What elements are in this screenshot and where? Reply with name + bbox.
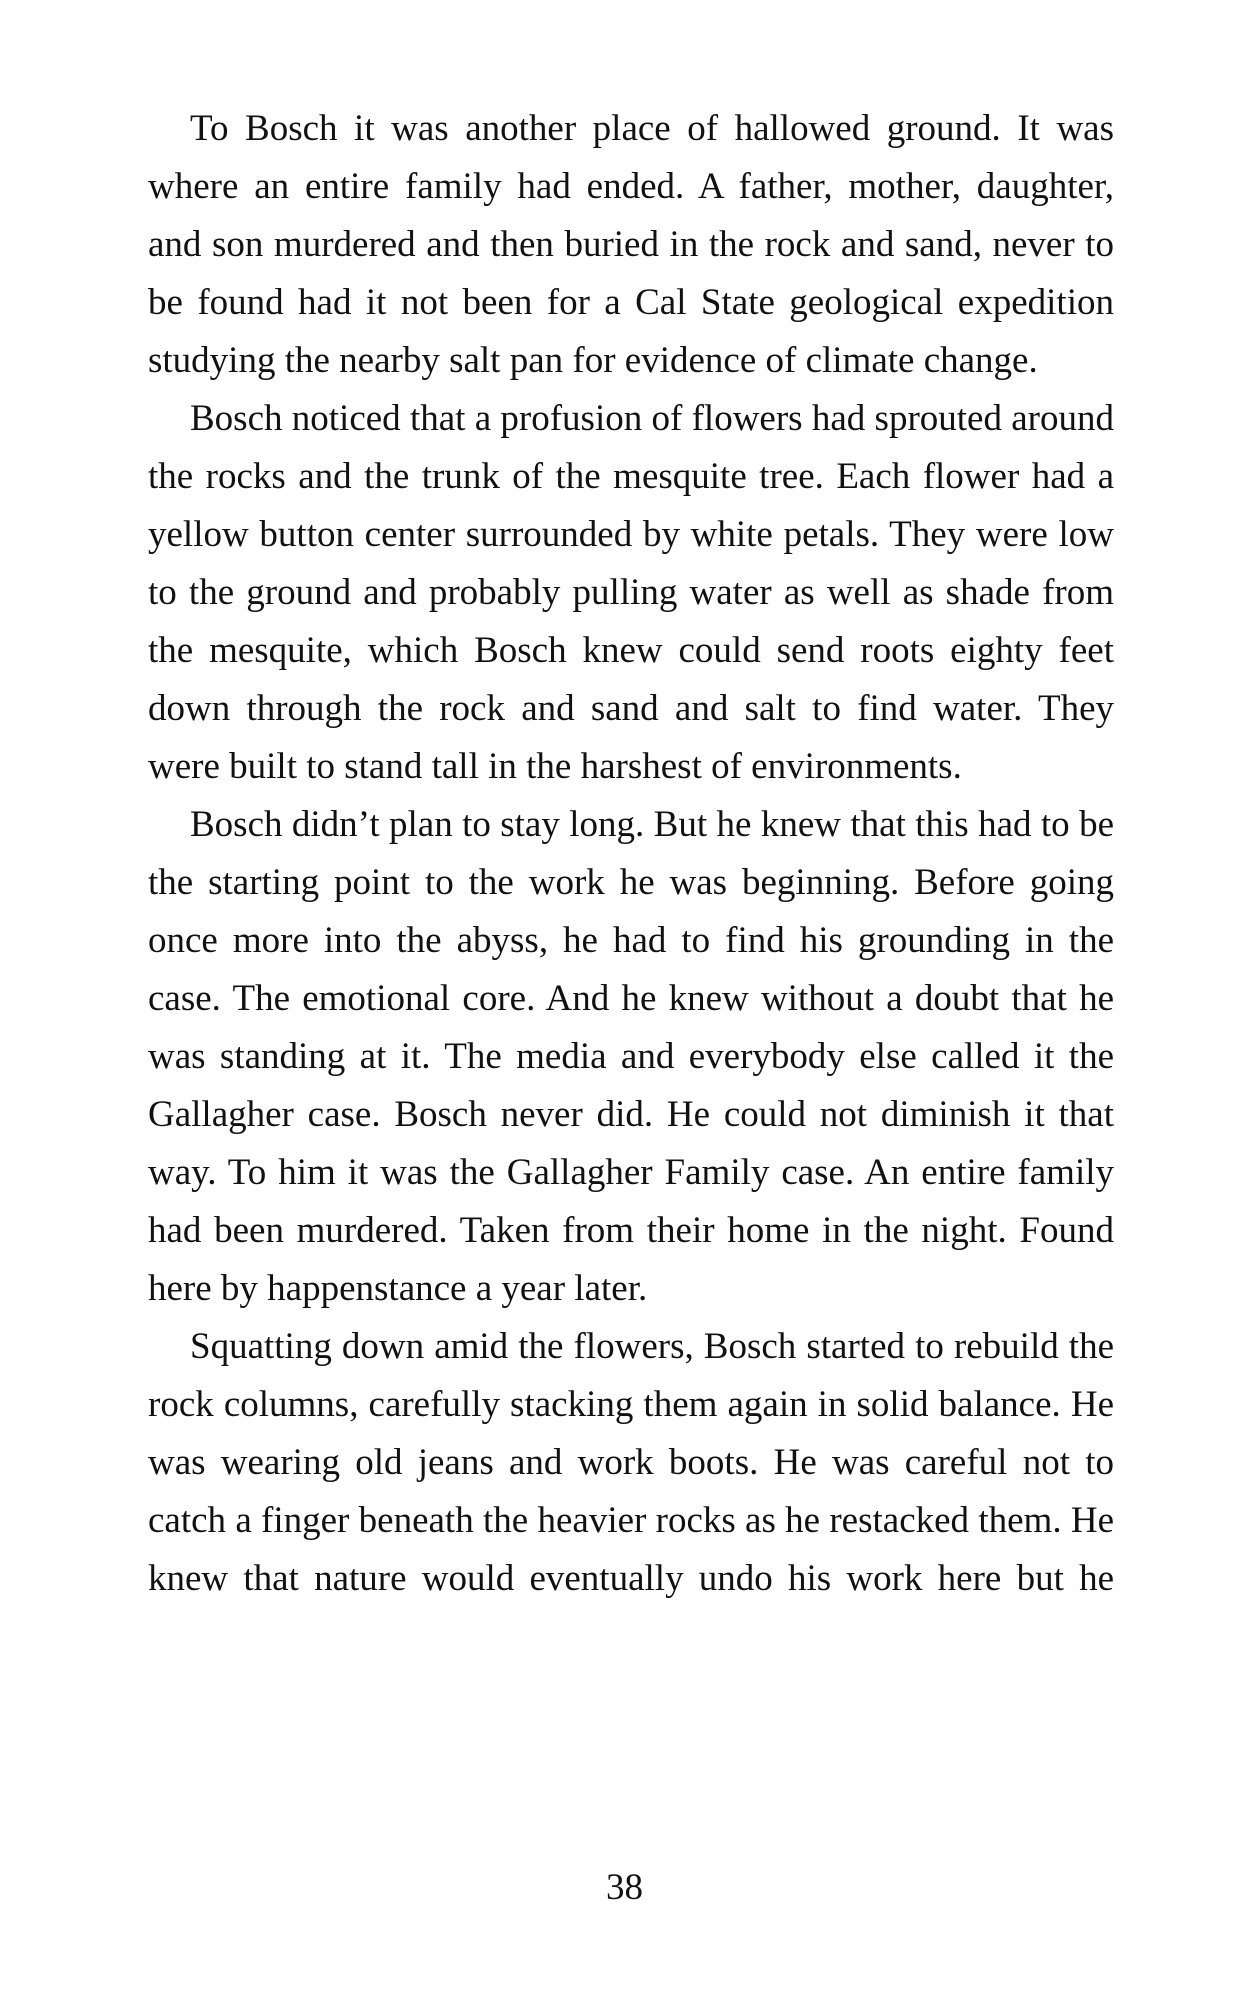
paragraph-2: Bosch noticed that a profusion of flowers had sprouted around the rocks and the trunk of the mesquite tree. Each flower had a yellow button center surrounded by white petals. They were low to the ground and probably pulling water as well as shade from the mesquite, which Bosch knew could send roots eighty feet down through the rock and sand and salt to find water. They were built to stand tall in the harshest of environments. [148, 398, 1114, 787]
paragraph-1: To Bosch it was another place of hallowed ground. It was where an entire family had ended. A father, mother, daughter, and son murdered and then buried in the rock and sand, never to be found had it not been for a Cal State geological expedition studying the nearby salt pan for evidence of climate change. [148, 108, 1114, 381]
page-number: 38 [606, 1867, 643, 1908]
body-text [148, 100, 1114, 1608]
paragraph-4: Squatting down amid the flowers, Bosch started to rebuild the rock columns, carefully stacking them again in solid balance. He was wearing old jeans and work boots. He was careful not to catch a finger beneath the heavier rocks as he restacked them. He knew that nature would eventually undo his work here but he [148, 1326, 1114, 1599]
paragraph-3: Bosch didn’t plan to stay long. But he knew that this had to be the starting point to the work he was beginning. Before going once more into the abyss, he had to find his grounding in the case. The emotional core. And he knew without a doubt that he was standing at it. The media and everybody else called it the Gallagher case. Bosch never did. He could not diminish it that way. To him it was the Gallagher Family case. An entire family had been murdered. Taken from their home in the night. Found here by happenstance a year later. [148, 804, 1114, 1309]
